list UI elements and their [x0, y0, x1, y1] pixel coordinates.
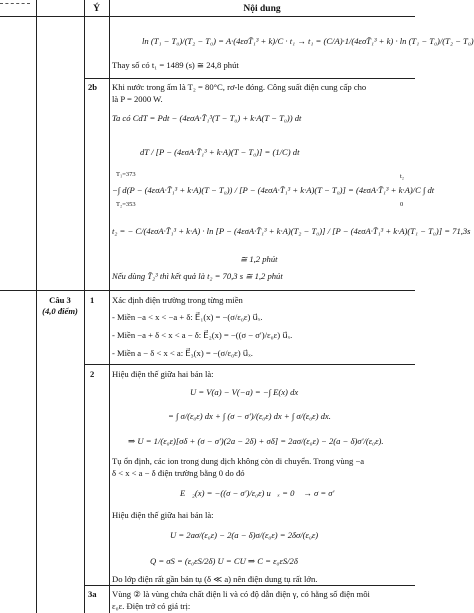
y1-region-1: - Miền −a < x < −a + δ: E⃗₁(x) = −(σ/ε₀ε) u⃗ₓ. [112, 312, 263, 322]
y2-title: Hiệu điện thế giữa hai bản là: [112, 369, 214, 379]
y1-region-2: - Miền −a + δ < x < a − δ: E⃗₂(x) = −((σ − σ′)/ε₀ε) u⃗ₓ. [112, 330, 293, 340]
y2-equation-integrals: = ∫ σ/(ε₀ε) dx + ∫ (σ − σ′)/(ε₀ε) dx + ∫ σ/(ε₀ε) dx. [168, 411, 331, 421]
substitute-t1: Thay số có t₁ = 1489 (s) ≅ 24,8 phút [112, 60, 239, 70]
equation-t2: t₂ = − C/(4εσA·T̄₁³ + k·A) · ln [P − (4εσA·T̄₁³ + k·A)(T₂ − T₀)] / [P − (4εσA·T̄₁³ + k·A)(T₁ − T₀)] = 71,3s [112, 226, 471, 236]
y2-equation-u-final: U = 2aσ/(ε₀ε) − 2(a − δ)σ/(ε₀ε) = 2δσ/(ε₀ε) [170, 530, 319, 540]
question-3-points: (4,0 điểm) [42, 306, 78, 316]
intro-2b-line2: là P = 2000 W. [112, 94, 163, 104]
y3a-text-line2: ε₀ε. Điện trở có giá trị: [112, 601, 191, 611]
label-y3a: 3a [88, 589, 97, 599]
header-rule [0, 16, 415, 17]
column-divider-y [84, 0, 85, 613]
y2-text-stable: Tụ ổn định, các ion trong dung dịch không còn di chuyển. Trong vùng −a [112, 456, 365, 466]
formula-ln-t1: ln (T₁ − T₀)/(T₂ − T₀) = A·(4εσT̄₁³ + k)/C · t₁ → t₁ = (C/A)·1/(4εσT̄₁³ + k) · ln (T₁ − T₀)/(T₂ − T₀) [142, 36, 474, 46]
y2-title-2: Hiệu điện thế giữa hai bản là: [112, 510, 214, 520]
header-content: Nội dung [243, 4, 281, 14]
y2-equation-e2: E⃗₂(x) = −((σ − σ′)/ε₀ε) u⃗ₓ = 0⃗ → σ = σ′ [180, 488, 335, 498]
row-rule-y2 [84, 364, 415, 365]
intro-2b-line1: Khi nước trong ấm là T₂ = 80°C, rơ-le đóng. Công suất điện cung cấp cho [112, 82, 367, 92]
header-y: Ý [93, 4, 100, 14]
row-rule-y3a [84, 585, 415, 586]
approx-t2: ≅ 1,2 phút [240, 254, 278, 264]
y2-equation-u: U = V(a) − V(−a) = −∫ E(x) dx [190, 387, 299, 397]
column-divider-content [109, 0, 110, 613]
top-dash [0, 3, 30, 4]
y1-region-3: - Miền a − δ < x < a: E⃗₃(x) = −(σ/ε₀ε) u⃗ₓ. [112, 348, 253, 358]
y2-text-region: δ < x < a − δ điện trường bằng 0 do đó [112, 468, 245, 478]
integral-zero-limit: 0 [400, 201, 404, 208]
equation-integral: −∫ d(P − (4εσA·T̄₁³ + k·A)(T − T₀)) / [P − (4εσA·T̄₁³ + k·A)(T − T₀)] = (4εσA·T̄₁³ + k·A)/C ∫ dt [112, 185, 435, 195]
y1-title: Xác định điện trường trong từng miền [112, 295, 243, 305]
integral-upper-limit: T₁=373 [116, 171, 136, 178]
y2-conclusion: Do lớp điện rất gần bản tụ (δ ≪ a) nên điện dung tụ rất lớn. [112, 574, 318, 584]
row-rule-2a-2b [84, 78, 415, 79]
y2-equation-capacitance: Q = σS = (ε₀εS/2δ) U = CU ⇒ C = ε₀εS/2δ [150, 556, 298, 566]
note-t2: Nếu dùng T̄₂³ thì kết quả là t₂ = 70,3 s ≅ 1,2 phút [112, 271, 283, 281]
row-rule-cau3 [0, 290, 415, 291]
label-y2: 2 [90, 369, 95, 379]
question-3-title: Câu 3 [49, 295, 71, 305]
equation-cdt: Ta có CdT = Pdt − (4εσA·T̄₁³(T − T₀) + k·A(T − T₀)) dt [112, 113, 302, 123]
label-2b: 2b [88, 82, 98, 92]
equation-dt-ratio: dT / [P − (4εσA·T̄₁³ + k·A)(T − T₀)] = (1/C) dt [140, 147, 300, 157]
integral-lower-limit: T₂=353 [116, 201, 136, 208]
integral-t-limit: t₂ [400, 173, 405, 180]
label-y1: 1 [90, 295, 95, 305]
y3a-text-line1: Vùng ② là vùng chứa chất điện li và có độ dẫn điện γ, có hằng số điện môi [112, 589, 370, 599]
y2-equation-result: ⇒ U = 1/(ε₀ε)[σδ + (σ − σ′)(2a − 2δ) + σδ] = 2aσ/(ε₀ε) − 2(a − δ)σ′/(ε₀ε). [128, 436, 384, 446]
